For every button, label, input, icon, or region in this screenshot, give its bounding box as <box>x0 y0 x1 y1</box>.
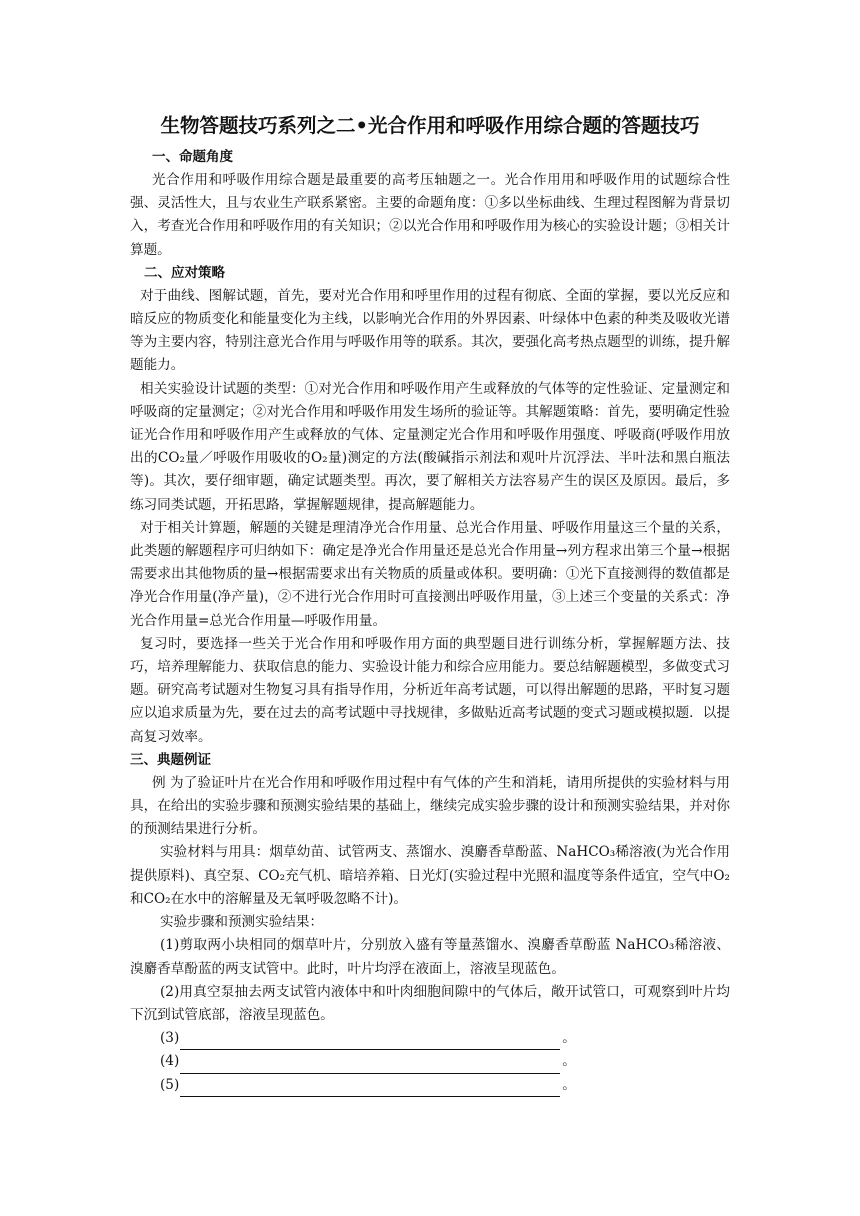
paragraph: 复习时，要选择一些关于光合作用和呼吸作用方面的典型题目进行训练分析，掌握解题方法、技巧，培养理解能力、获取信息的能力、实验设计能力和综合应用能力。要总结解题模型，多做变式习题。研究高考试题对生物复习具有指导作用，分析近年高考试题，可以得出解题的思路，平时复习题应以追求质量为先，要在过去的高考试题中寻找规律，多做贴近高考试题的变式习题或模拟题．以提高复习效率。 <box>130 635 730 745</box>
document-page <box>130 110 730 1097</box>
answer-blank-3[interactable] <box>130 1027 730 1050</box>
section-heading-2: 二、应对策略 <box>144 264 225 281</box>
answer-underline[interactable] <box>180 1057 560 1074</box>
blank-end: 。 <box>562 1053 576 1070</box>
section-heading-1: 一、命题角度 <box>152 149 233 165</box>
answer-blank-5[interactable] <box>130 1074 730 1097</box>
paragraph: 实验材料与用具：烟草幼苗、试管两支、蒸馏水、溴麝香草酚蓝、NaHCO₃稀溶液(为光合作用提供原料)、真空泵、CO₂充气机、暗培养箱、日光灯(实验过程中光照和温度等条件适宜，空气中O₂和CO₂在水中的溶解量及无氧呼吸忽略不计)。 <box>130 844 730 907</box>
section-heading-3: 三、典题例证 <box>130 751 211 768</box>
paragraph: (1)剪取两小块相同的烟草叶片，分别放入盛有等量蒸馏水、溴麝香草酚蓝 NaHCO₃稀溶液、溴麝香草酚蓝的两支试管中。此时，叶片均浮在液面上，溶液呈现蓝色。 <box>130 937 730 977</box>
paragraph: 相关实验设计试题的类型：①对光合作用和呼吸作用产生或释放的气体等的定性验证、定量测定和呼吸商的定量测定；②对光合作用和呼吸作用发生场所的验证等。其解题策略：首先，要明确定性验证光合作用和呼吸作用产生或释放的气体、定量测定光合作用和呼吸作用强度、呼吸商(呼吸作用放出的CO₂量／呼吸作用吸收的O₂量)测定的方法(酸碱指示剂法和观叶片沉浮法、半叶法和黑白瓶法等)。其次，要仔细审题，确定试题类型。再次，要了解相关方法容易产生的误区及原因。最后，多练习同类试题，开拓思路，掌握解题规律，提高解题能力。 <box>130 380 730 513</box>
paragraph: 光合作用和呼吸作用综合题是最重要的高考压轴题之一。光合作用用和呼吸作用的试题综合性强、灵活性大，且与农业生产联系紧密。主要的命题角度：①多以坐标曲线、生理过程图解为背景切入，考查光合作用和呼吸作用的有关知识；②以光合作用和呼吸作用为核心的实验设计题；③相关计算题。 <box>130 172 730 258</box>
answer-blank-4[interactable] <box>130 1050 730 1073</box>
paragraph: 对于曲线、图解试题，首先，要对光合作用和呼里作用的过程有彻底、全面的掌握，要以光反应和暗反应的物质变化和能量变化为主线，以影响光合作用的外界因素、叶绿体中色素的种类及吸收光谱等为主要内容，特别注意光合作用与呼吸作用等的联系。其次，要强化高考热点题型的训练，提升解题能力。 <box>130 287 730 374</box>
paragraph: 对于相关计算题，解题的关键是理清净光合作用量、总光合作用量、呼吸作用量这三个量的关系，此类题的解题程序可归纳如下：确定是净光合作用量还是总光合作用量→列方程求出第三个量→根据需要求出其他物质的量→根据需要求出有关物质的质量或体积。要明确：①光下直接测得的数值都是净光合作用量(净产量)，②不进行光合作用时可直接测出呼吸作用量，③上述三个变量的关系式：净光合作用量=总光合作用量—呼吸作用量。 <box>130 519 730 629</box>
document-title: 生物答题技巧系列之二•光合作用和呼吸作用综合题的答题技巧 <box>160 114 700 137</box>
paragraph: 例 为了验证叶片在光合作用和呼吸作用过程中有气体的产生和消耗，请用所提供的实验材料与用具，在给出的实验步骤和预测实验结果的基础上，继续完成实验步骤的设计和预测实验结果，并对你的预测结果进行分析。 <box>130 774 730 838</box>
blank-end: 。 <box>562 1076 576 1093</box>
paragraph: 实验步骤和预测实验结果： <box>160 914 324 931</box>
answer-underline[interactable] <box>180 1033 560 1050</box>
blank-number: (5) <box>160 1076 180 1093</box>
blank-number: (3) <box>160 1030 180 1047</box>
blank-number: (4) <box>160 1053 180 1070</box>
answer-underline[interactable] <box>180 1080 560 1097</box>
blank-end: 。 <box>562 1030 576 1047</box>
paragraph: (2)用真空泵抽去两支试管内液体中和叶肉细胞间隙中的气体后，敞开试管口，可观察到叶片均下沉到试管底部，溶液呈现蓝色。 <box>130 983 730 1023</box>
